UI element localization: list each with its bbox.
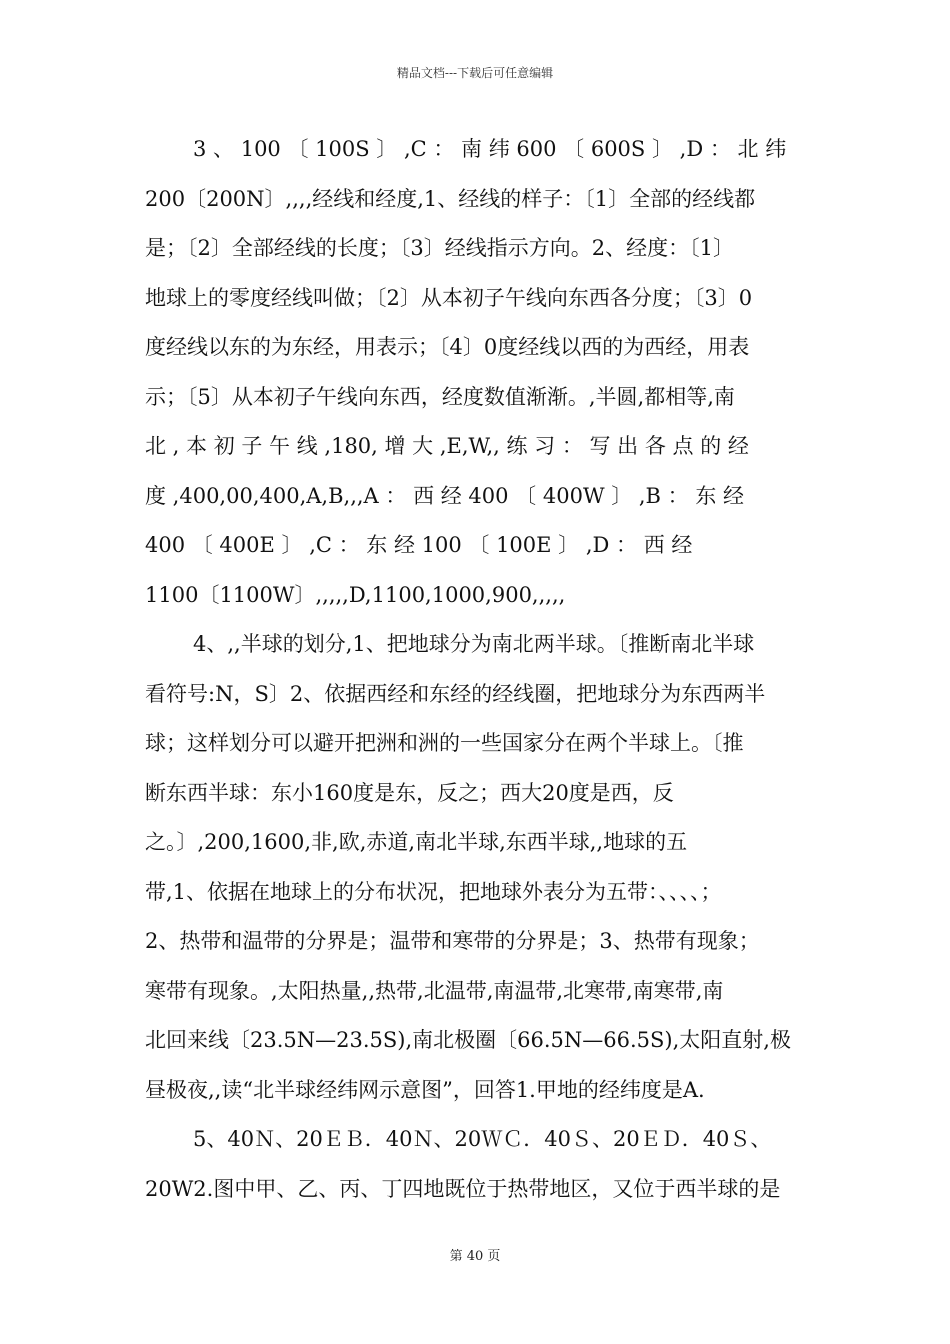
text-line: 球；这样划分可以避开把洲和洲的一些国家分在两个半球上。〔推: [145, 731, 744, 755]
text-line: 是；〔2〕全部经线的长度；〔3〕经线指示方向。2、经度：〔1〕: [145, 236, 734, 260]
text-line: 断东西半球：东小160度是东，反之；西大20度是西，反: [145, 780, 674, 805]
text-line: 20W2.图中甲、乙、丙、丁四地既位于热带地区，又位于西半球的是: [145, 1176, 781, 1201]
text-line: 度 ,400,00,400,A,B,,,A ： 西 经 400 〔 400W 〕 ,B ： 东 经: [145, 483, 745, 508]
text-line: 4、,,半球的划分,1、把地球分为南北两半球。〔推断南北半球: [193, 632, 755, 656]
text-line: 带,1、依据在地球上的分布状况，把地球外表分为五带：、、、、；: [145, 879, 722, 904]
text-line: 寒带有现象。,太阳热量,,热带,北温带,南温带,北寒带,南寒带,南: [145, 978, 724, 1003]
page-number: 第 40 页: [449, 1249, 501, 1264]
text-line: 北 , 本 初 子 午 线 ,180, 增 大 ,E,W,, 练 习 ： 写 出 各 点 的 经: [145, 434, 749, 458]
text-line: 3 、 100 〔 100S 〕 ,C ： 南 纬 600 〔 600S 〕 ,D ： 北 纬: [193, 137, 787, 161]
text-line: 看符号:N，S〕2、依据西经和东经的经线圈，把地球分为东西两半: [145, 681, 766, 706]
text-line: 度经线以东的为东经，用表示；〔4〕0度经线以西的为西经，用表: [145, 335, 750, 359]
text-line: 2、热带和温带的分界是；温带和寒带的分界是；3、热带有现象；: [145, 929, 760, 953]
document-body: [145, 125, 807, 1214]
text-line: 5、40Ｎ、20ＥＢ．40Ｎ、20ＷＣ．40Ｓ、20ＥＤ．40Ｓ、: [193, 1127, 772, 1151]
page-header: 精品文档---下载后可任意编辑: [396, 66, 554, 80]
text-line: 1100〔1100W〕,,,,,D,1100,1000,900,,,,,: [145, 582, 566, 607]
text-line: 地球上的零度经线叫做；〔2〕从本初子午线向东西各分度；〔3〕0: [145, 285, 753, 310]
text-line: 200〔200N〕,,,,经线和经度,1、经线的样子：〔1〕全部的经线都: [145, 186, 756, 211]
text-line: 400 〔 400E 〕 ,C ： 东 经 100 〔 100E 〕 ,D ： 西 经: [145, 533, 693, 557]
text-line: 之。〕,200,1600,非,欧,赤道,南北半球,东西半球,,地球的五: [145, 830, 688, 854]
text-line: 示；〔5〕从本初子午线向东西，经度数值渐渐。,半圆,都相等,南: [145, 384, 735, 409]
text-line: 北回来线〔23.5N—23.5S),南北极圈〔66.5N—66.5S),太阳直射,极: [145, 1028, 791, 1052]
text-line: 昼极夜,,读“北半球经纬网示意图”，回答1.甲地的经纬度是A.: [145, 1077, 705, 1102]
